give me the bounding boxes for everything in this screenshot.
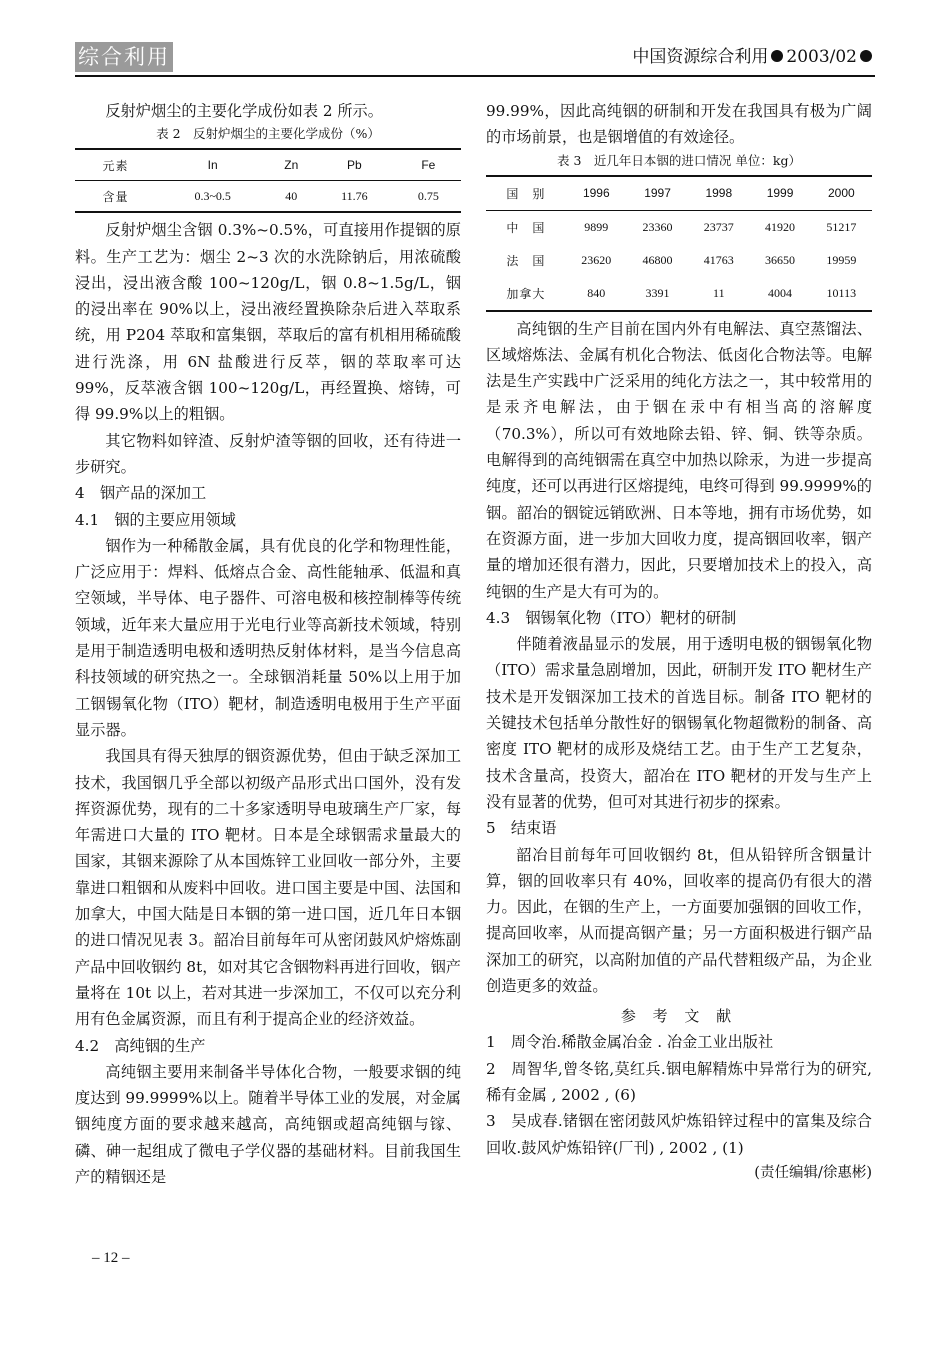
section-tag: 综合利用 xyxy=(75,42,173,72)
table3 xyxy=(486,175,872,312)
journal-info xyxy=(632,46,875,68)
table-cell: 41763 xyxy=(703,252,734,267)
table-header-cell: Pb xyxy=(313,149,396,181)
table2-caption: 表 2 反射炉烟尘的主要化学成份（%） xyxy=(156,126,380,142)
table-cell: 9899 xyxy=(584,219,609,234)
reference-item: 1 周令治.稀散金属冶金 . 冶金工业出版社 xyxy=(486,1033,774,1052)
table-cell: 4004 xyxy=(749,277,810,311)
table-cell: 51217 xyxy=(826,219,857,234)
table-header-cell: In xyxy=(156,149,270,181)
page-header xyxy=(75,42,875,74)
subsection-heading: 4.3 铟锡氧化物（ITO）靶材的研制 xyxy=(486,608,737,627)
table-cell: 中 国 xyxy=(506,220,546,235)
table-header-cell: 国 别 xyxy=(486,176,566,211)
table-row xyxy=(486,210,872,244)
table-header-cell: 1996 xyxy=(566,176,627,211)
table-cell: 含量 xyxy=(75,181,156,213)
left-column xyxy=(75,98,461,1190)
table-cell: 3391 xyxy=(627,277,688,311)
section-heading: 4 铟产品的深加工 xyxy=(75,484,207,503)
table-cell: 840 xyxy=(566,277,627,311)
table-header-cell: 1999 xyxy=(749,176,810,211)
section-heading: 5 结束语 xyxy=(486,819,557,838)
bullet-dot-icon xyxy=(860,50,872,62)
table3-caption: 表 3 近几年日本铟的进口情况 单位：kg） xyxy=(557,152,801,168)
table-cell: 0.3~0.5 xyxy=(156,181,270,213)
references-title: 参 考 文 献 xyxy=(620,1007,738,1026)
table-cell: 23360 xyxy=(642,219,673,234)
right-column xyxy=(486,98,872,1185)
paragraph: 我国具有得天独厚的铟资源优势，但由于缺乏深加工技术，我国铟几乎全部以初级产品形式出口国外，没有发挥资源优势，现有的二十多家透明导电玻璃生产厂家，每年需进口大量的 ITO 靶材。日本是全球铟需求量最大的国家，其铟来源除了从本国炼锌工业回收一部分外，主要靠进口粗铟和从废料中回收。进口国主要是中国、法国和加拿大，中国大陆是日本铟的第一进口国，近几年日本铟的进口情况见表 3。韶冶目前每年可从密闭鼓风炉熔炼副产品中回收铟约 8t，如对其它含铟物料再进行回收，铟产量将在 10t 以上，若对其进一步深加工，不仅可以充分利用有色金属资源，而且有利于提高企业的经济效益。 xyxy=(75,747,461,1029)
table-header-cell: 2000 xyxy=(811,176,872,211)
table-row xyxy=(75,181,461,213)
table-header-row xyxy=(75,149,461,181)
journal-name: 中国资源综合利用 xyxy=(632,47,769,67)
paragraph: 韶冶目前每年可回收铟约 8t，但从铅锌所含铟量计算，铟的回收率只有 40%，回收率的提高仍有很大的潜力。因此，在铟的生产上，一方面要加强铟的回收工作，提高回收率，从而提高铟产量；另一方面积极进行铟产品深加工的研究，以高附加值的产品代替粗级产品，为企业创造更多的效益。 xyxy=(486,845,872,996)
subsection-heading: 4.2 高纯铟的生产 xyxy=(75,1036,206,1055)
table-cell: 0.75 xyxy=(396,181,461,213)
paragraph: 高纯铟的生产目前在国内外有电解法、真空蒸馏法、区域熔炼法、金属有机化合物法、低卤化合物法等。电解法是生产实践中广泛采用的纯化方法之一，其中较常用的是汞齐电解法，由于铟在汞中有相当高的溶解度（70.3%），所以可有效地除去铅、锌、铜、铁等杂质。电解得到的高纯铟需在真空中加热以除汞，为进一步提高纯度，还可以再进行区熔提纯，电终可得到 99.9999%的铟。韶冶的铟锭远销欧洲、日本等地，拥有市场优势，如在资源方面，进一步加大回收力度，提高铟回收率，铟产量的增加还很有潜力，因此，只要增加技术上的投入，高纯铟的生产是大有可为的。 xyxy=(486,319,872,601)
table-row xyxy=(486,244,872,277)
reference-item: 2 周智华,曾冬铭,莫红兵.铟电解精炼中异常行为的研究,稀有金属 , 2002 , (6) xyxy=(486,1059,872,1104)
subsection-heading: 4.1 铟的主要应用领域 xyxy=(75,510,236,529)
journal-issue: 2003/02 xyxy=(786,47,857,67)
paragraph: 铟作为一种稀散金属，具有优良的化学和物理性能，广泛应用于：焊料、低熔点合金、高性能轴承、低温和真空领域，半导体、电子器件、可溶电极和核控制棒等传统领域，近年来大量应用于光电行业等高新技术领域，特别是用于制造透明电极和透明热反射体材料，是当今信息高科技领域的研究热之一。全球铟消耗量 50%以上用于加工铟锡氧化物（ITO）靶材，制造透明电极用于生产平面显示器。 xyxy=(75,536,461,739)
table-header-cell: 1997 xyxy=(627,176,688,211)
responsible-editor: (责任编辑/徐惠彬) xyxy=(754,1164,872,1181)
table-cell: 法 国 xyxy=(506,253,546,268)
table-cell: 23620 xyxy=(581,252,612,267)
paragraph: 其它物料如锌渣、反射炉渣等铟的回收，还有待进一步研究。 xyxy=(75,431,461,476)
table-header-cell: 元素 xyxy=(75,149,156,181)
table-row xyxy=(486,277,872,311)
table-cell: 10113 xyxy=(811,277,872,311)
paragraph: 高纯铟主要用来制备半导体化合物，一般要求铟的纯度达到 99.9999%以上。随着半导体工业的发展，对金属铟纯度方面的要求越来越高，高纯铟或超高纯铟与镓、磷、砷一起组成了微电子学仪器的基础材料。目前我国生产的精铟还是 xyxy=(75,1062,461,1186)
table-cell: 23737 xyxy=(703,219,734,234)
table-cell: 40 xyxy=(269,181,313,213)
table-cell: 41920 xyxy=(765,219,796,234)
page-number: – 12 – xyxy=(92,1250,130,1266)
table-header-cell: Zn xyxy=(269,149,313,181)
paragraph: 反射炉烟尘的主要化学成份如表 2 所示。 xyxy=(105,102,383,120)
table-cell: 11 xyxy=(688,277,749,311)
table2 xyxy=(75,148,461,213)
table-cell: 46800 xyxy=(642,252,673,267)
bullet-dot-icon xyxy=(771,50,783,62)
paragraph: 反射炉烟尘含铟 0.3%~0.5%，可直接用作提铟的原料。生产工艺为：烟尘 2~3 次的水洗除钠后，用浓硫酸浸出，浸出液含酸 100~120g/L，铟 0.8~1.5g/L，铟的浸出率在 90%以上，浸出液经置换除杂后进入萃取系统，用 P204 萃取和富集铟，萃取后的富有机相用稀硫酸进行洗涤，用 6N 盐酸进行反萃，铟的萃取率可达 99%，反萃液含铟 100~120g/L，再经置换、熔铸，可得 99.9%以上的粗铟。 xyxy=(75,221,461,424)
reference-item: 3 吴成春.锗铟在密闭鼓风炉炼铅锌过程中的富集及综合回收.鼓风炉炼铅锌(厂刊) , 2002 , (1) xyxy=(486,1112,872,1157)
table-header-cell: 1998 xyxy=(688,176,749,211)
table-cell: 11.76 xyxy=(313,181,396,213)
table-header-row xyxy=(486,176,872,211)
table-cell: 加拿大 xyxy=(486,277,566,311)
paragraph: 99.99%，因此高纯铟的研制和开发在我国具有极为广阔的市场前景，也是铟增值的有效途径。 xyxy=(486,102,872,147)
header-rule xyxy=(75,75,875,77)
table-header-cell: Fe xyxy=(396,149,461,181)
paragraph: 伴随着液晶显示的发展，用于透明电极的铟锡氧化物（ITO）需求量急剧增加，因此，研制开发 ITO 靶材生产技术是开发铟深加工技术的首选目标。制备 ITO 靶材的关键技术包括单分散性好的铟锡氧化物超微粉的制备、高密度 ITO 靶材的成形及烧结工艺。由于生产工艺复杂，技术含量高，投资大，韶冶在 ITO 靶材的开发与生产上没有显著的优势，但可对其进行初步的探索。 xyxy=(486,635,872,811)
table-cell: 19959 xyxy=(826,252,857,267)
table-cell: 36650 xyxy=(765,252,796,267)
